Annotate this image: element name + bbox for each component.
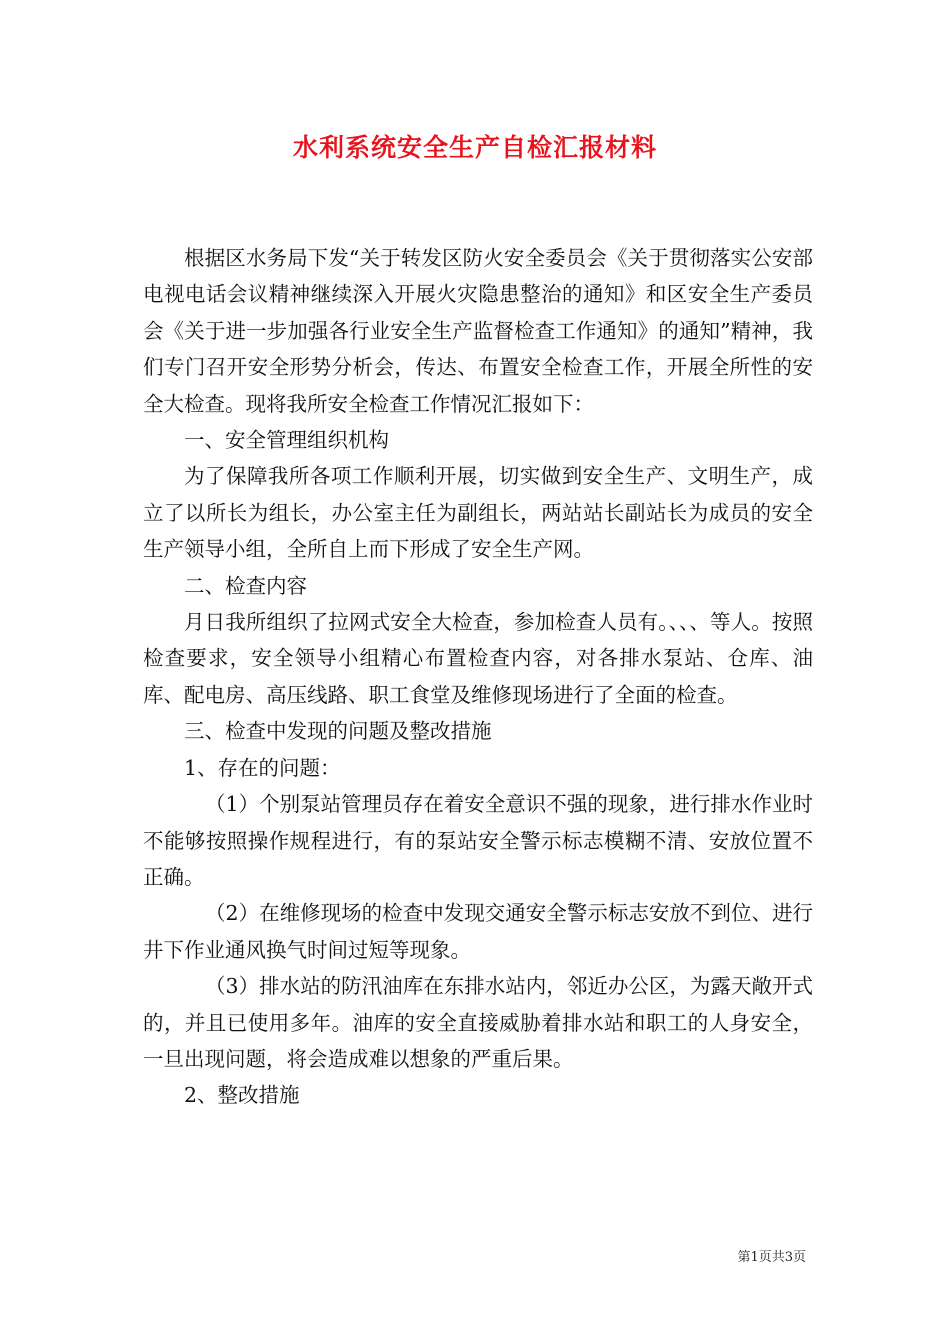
page-number-footer: 第1页共3页 bbox=[737, 1250, 806, 1265]
section-heading-organization: 一、安全管理组织机构 bbox=[184, 428, 389, 453]
paragraph-organization: 为了保障我所各项工作顺利开展，切实做到安全生产、文明生产，成立了以所长为组长，办公室主任为副组长，两站站长副站长为成员的安全生产领导小组，全所自上而下形成了安全生产网。 bbox=[143, 464, 813, 562]
section-heading-inspection-content: 二、检查内容 bbox=[184, 573, 307, 598]
problem-item-1: （1）个别泵站管理员存在着安全意识不强的现象，进行排水作业时不能够按照操作规程进行，有的泵站安全警示标志模糊不清、安放位置不正确。 bbox=[143, 792, 813, 889]
problem-item-2: （2）在维修现场的检查中发现交通安全警示标志安放不到位、进行井下作业通风换气时间过短等现象。 bbox=[143, 901, 813, 962]
subheading-corrective-measures: 2、整改措施 bbox=[184, 1083, 300, 1108]
subheading-existing-problems: 1、存在的问题： bbox=[184, 755, 341, 780]
problem-item-3: （3）排水站的防汛油库在东排水站内，邻近办公区，为露天敞开式的，并且已使用多年。油库的安全直接威胁着排水站和职工的人身安全，一旦出现问题，将会造成难以想象的严重后果。 bbox=[143, 974, 813, 1071]
document-body bbox=[143, 240, 813, 1114]
paragraph-inspection-content: 月日我所组织了拉网式安全大检查，参加检查人员有。、、、等人。按照检查要求，安全领导小组精心布置检查内容，对各排水泵站、仓库、油库、配电房、高压线路、职工食堂及维修现场进行了全面的检查。 bbox=[143, 610, 813, 707]
document-title: 水利系统安全生产自检汇报材料 bbox=[292, 133, 657, 162]
section-heading-problems-measures: 三、检查中发现的问题及整改措施 bbox=[184, 719, 492, 744]
paragraph-intro: 根据区水务局下发“关于转发区防火安全委员会《关于贯彻落实公安部电视电话会议精神继续深入开展火灾隐患整治的通知》和区安全生产委员会《关于进一步加强各行业安全生产监督检查工作通知》的通知”精神，我们专门召开安全形势分析会，传达、布置安全检查工作，开展全所性的安全大检查。现将我所安全检查工作情况汇报如下： bbox=[143, 246, 813, 416]
